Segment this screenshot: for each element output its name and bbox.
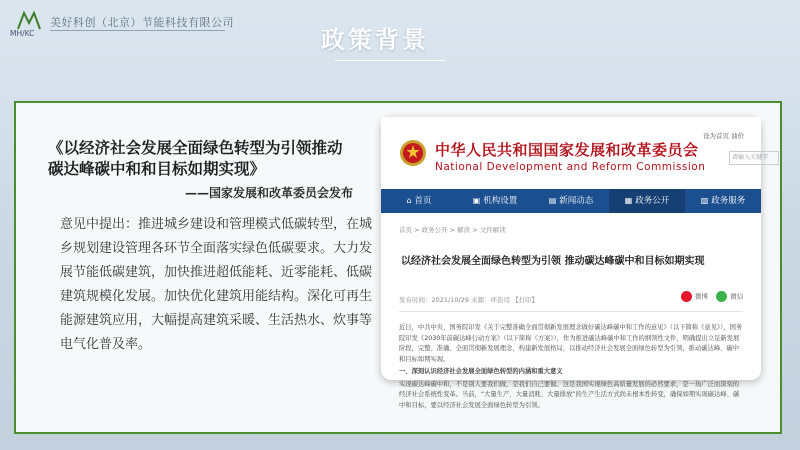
ndrc-webpage-screenshot xyxy=(381,117,769,409)
home-icon: ⌂ xyxy=(406,196,412,205)
share-wechat[interactable]: 微信 xyxy=(730,292,744,301)
company-name: 美好科创（北京）节能科技有限公司 xyxy=(50,16,234,29)
nav-item-service[interactable] xyxy=(685,189,761,213)
nav-item-org[interactable] xyxy=(457,189,533,213)
weibo-icon[interactable] xyxy=(681,291,692,302)
nav-label: 政务公开 xyxy=(635,196,670,206)
main-nav xyxy=(381,189,761,213)
agency-name-cn: 中华人民共和国国家发展和改革委员会 xyxy=(435,141,699,159)
org-icon: ▣ xyxy=(472,196,481,205)
company-logo-text: MH/KC xyxy=(10,29,35,38)
top-links[interactable]: 设为首页 油价 xyxy=(703,132,745,140)
nav-item-news[interactable] xyxy=(533,189,609,213)
article-divider xyxy=(399,311,743,312)
article-paragraph: 近日，中共中央、国务院印发《关于完整准确全面贯彻新发展理念做好碳达峰碳中和工作的意见》（以下简称《意见》），国务院印发《2030年前碳达峰行动方案》（以下简称《方案》），作为推进碳达峰碳中和工作的纲领性文件，明确提出立足新发展阶段，完整、准确、全面贯彻新发展理念，构建新发展格局，以推动经济社会发展全面绿色转型为引领，推动碳达峰、碳中和目标如期实现。 xyxy=(399,324,743,363)
article-heading: 一、深刻认识经济社会发展全面绿色转型的内涵和重大意义 xyxy=(399,368,563,375)
nav-label: 机构设置 xyxy=(483,196,518,206)
article-title: 以经济社会发展全面绿色转型为引领 推动碳达峰碳中和目标如期实现 xyxy=(401,256,705,267)
article-body xyxy=(399,323,743,413)
ndrc-header xyxy=(381,117,769,187)
share-weibo[interactable]: 微博 xyxy=(695,292,708,301)
screenshot-reflection xyxy=(381,412,761,450)
gov-icon: ▦ xyxy=(624,196,633,205)
national-emblem-icon xyxy=(399,139,427,167)
share-bar xyxy=(681,291,743,302)
quote-source: ——国家发展和改革委员会发布 xyxy=(185,186,354,200)
agency-name-en: National Development and Reform Commission xyxy=(435,161,706,173)
nav-item-gov[interactable] xyxy=(609,189,685,213)
quote-title: 《以经济社会发展全面绿色转型为引领推动碳达峰碳中和和目标如期实现》 xyxy=(48,139,343,178)
page-title: 政策背景 xyxy=(321,26,429,54)
article-paragraph: 实现碳达峰碳中和，不是别人要我们做，是我们自己要做。这是我国实现绿色高质量发展的必然要求，是一场广泛而深刻的经济社会系统性变革。当前，“大量生产、大量消耗、大量排放”的生产生活方式尚未根本性转变，确保如期实现碳达峰、碳中和目标，要以经济社会发展全面绿色转型为引领。 xyxy=(399,380,740,409)
header-divider xyxy=(50,30,225,31)
service-icon: ▧ xyxy=(700,196,709,205)
wechat-icon[interactable] xyxy=(716,291,727,302)
title-underline xyxy=(335,60,445,61)
quote-body-paragraph: 意见中提出：推进城乡建设和管理模式低碳转型，在城乡规划建设管理各环节全面落实绿色低碳要求。大力发展节能低碳建筑，加快推进超低能耗、近零能耗、低碳建筑规模化发展。加快优化建筑用能结构。深化可再生能源建筑应用，大幅提高建筑采暖、生活热水、炊事等电气化普及率。 xyxy=(60,217,373,352)
article-meta: 发布时间：2021/10/29 来源：环资司 【打印】 xyxy=(399,296,539,304)
news-icon: ▤ xyxy=(548,196,557,205)
breadcrumb[interactable]: 首页 > 政务公开 > 解读 > 文件解读 xyxy=(399,226,506,234)
nav-label: 新闻动态 xyxy=(559,196,594,206)
nav-item-home[interactable] xyxy=(381,189,457,213)
search-input[interactable]: 请输入关键字 xyxy=(729,151,779,165)
nav-label: 首页 xyxy=(414,196,432,206)
nav-label: 政务服务 xyxy=(711,196,746,206)
company-logo xyxy=(16,9,42,31)
quote-body xyxy=(60,213,372,357)
